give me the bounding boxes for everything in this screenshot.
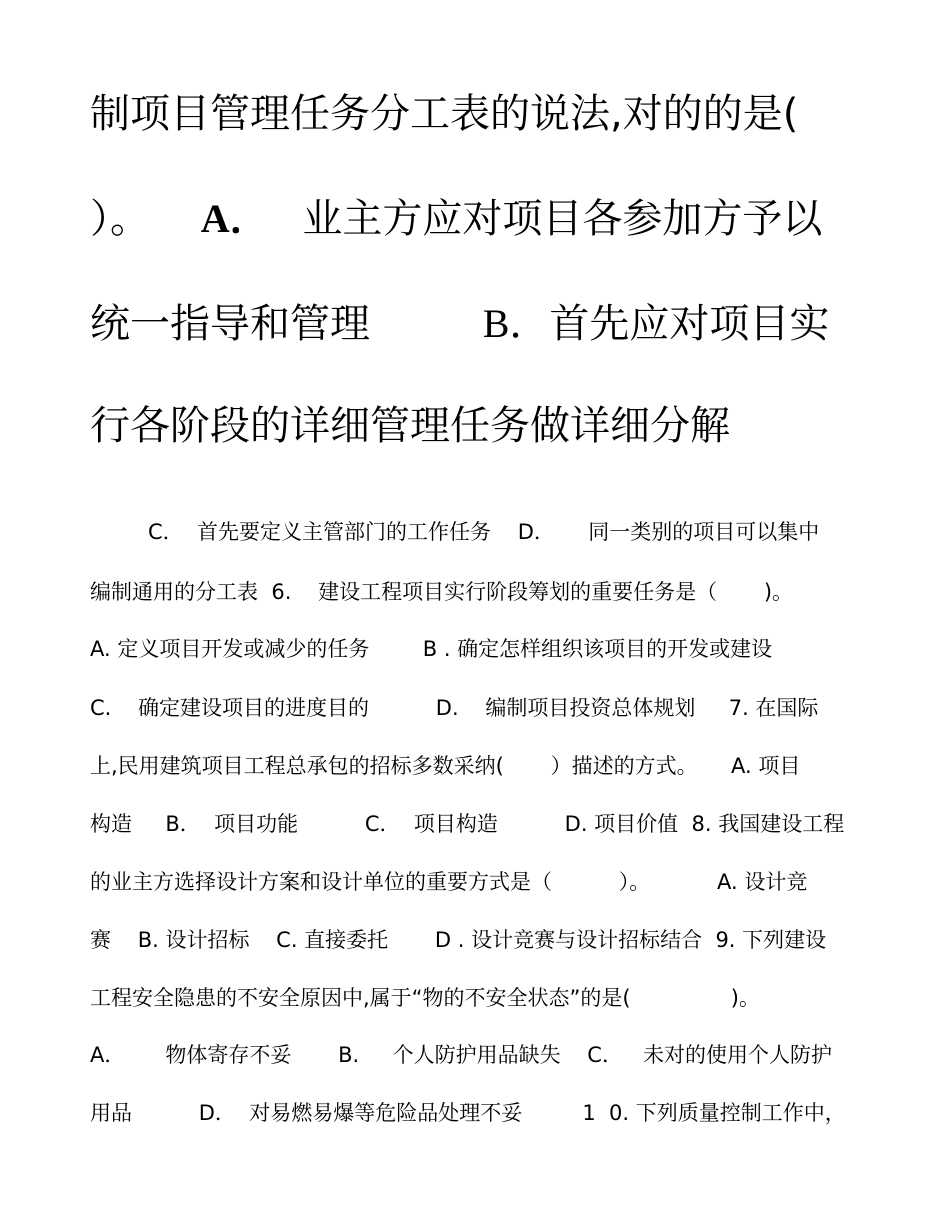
heading-line-2: [90, 195, 822, 243]
body-line-10: A． 物体寄存不妥 B. 个人防护用品缺失 C． 未对的使用个人防护: [90, 1043, 832, 1067]
body-line-8: 赛 B. 设计招标 C. 直接委托 D . 设计竞赛与设计招标结合 9. 下列建设: [90, 928, 827, 952]
body-line-5: 上,民用建筑项目工程总承包的招标多数采纳( ）描述的方式。 A. 项目: [90, 754, 801, 778]
body-line-9: 工程安全隐患的不安全原因中,属于“物的不安全状态”的是( )。: [90, 986, 760, 1010]
body-line-4: C. 确定建设项目的进度目的 D. 编制项目投资总体规划 7. 在国际: [90, 696, 819, 720]
heading-line-3-text: 统一指导和管理: [90, 301, 370, 347]
heading-line-1-text: 制项目管理任务分工表的说法,对的的是(: [90, 91, 799, 137]
option-b-text: B．首先应对项目实: [482, 301, 830, 346]
body-line-7: 的业主方选择设计方案和设计单位的重要方式是（ ）。 A. 设计竞: [90, 870, 808, 894]
heading-line-3: [90, 300, 829, 348]
heading-line-4: [90, 402, 730, 450]
heading-line-4-text: 行各阶段的详细管理任务做详细分解: [90, 403, 730, 449]
body-line-2: 编制通用的分工表 6. 建设工程项目实行阶段筹划的重要任务是（ )。: [90, 580, 794, 604]
body-line-6: 构造 B． 项目功能 C． 项目构造 D. 项目价值 8. 我国建设工程: [90, 812, 845, 836]
body-line-3: A. 定义项目开发或减少的任务 B . 确定怎样组织该项目的开发或建设: [90, 637, 773, 661]
body-line-11: 用品 D． 对易燃易爆等危险品处理不妥 1 0. 下列质量控制工作中，: [90, 1101, 846, 1125]
body-line-1: C． 首先要定义主管部门的工作任务 D． 同一类别的项目可以集中: [148, 520, 820, 544]
option-a-label: A．: [200, 196, 270, 241]
option-a-text: 业主方应对项目各参加方予以: [302, 196, 823, 242]
heading-line-1: [90, 90, 798, 138]
heading-line-2-text: ）。: [90, 196, 150, 242]
